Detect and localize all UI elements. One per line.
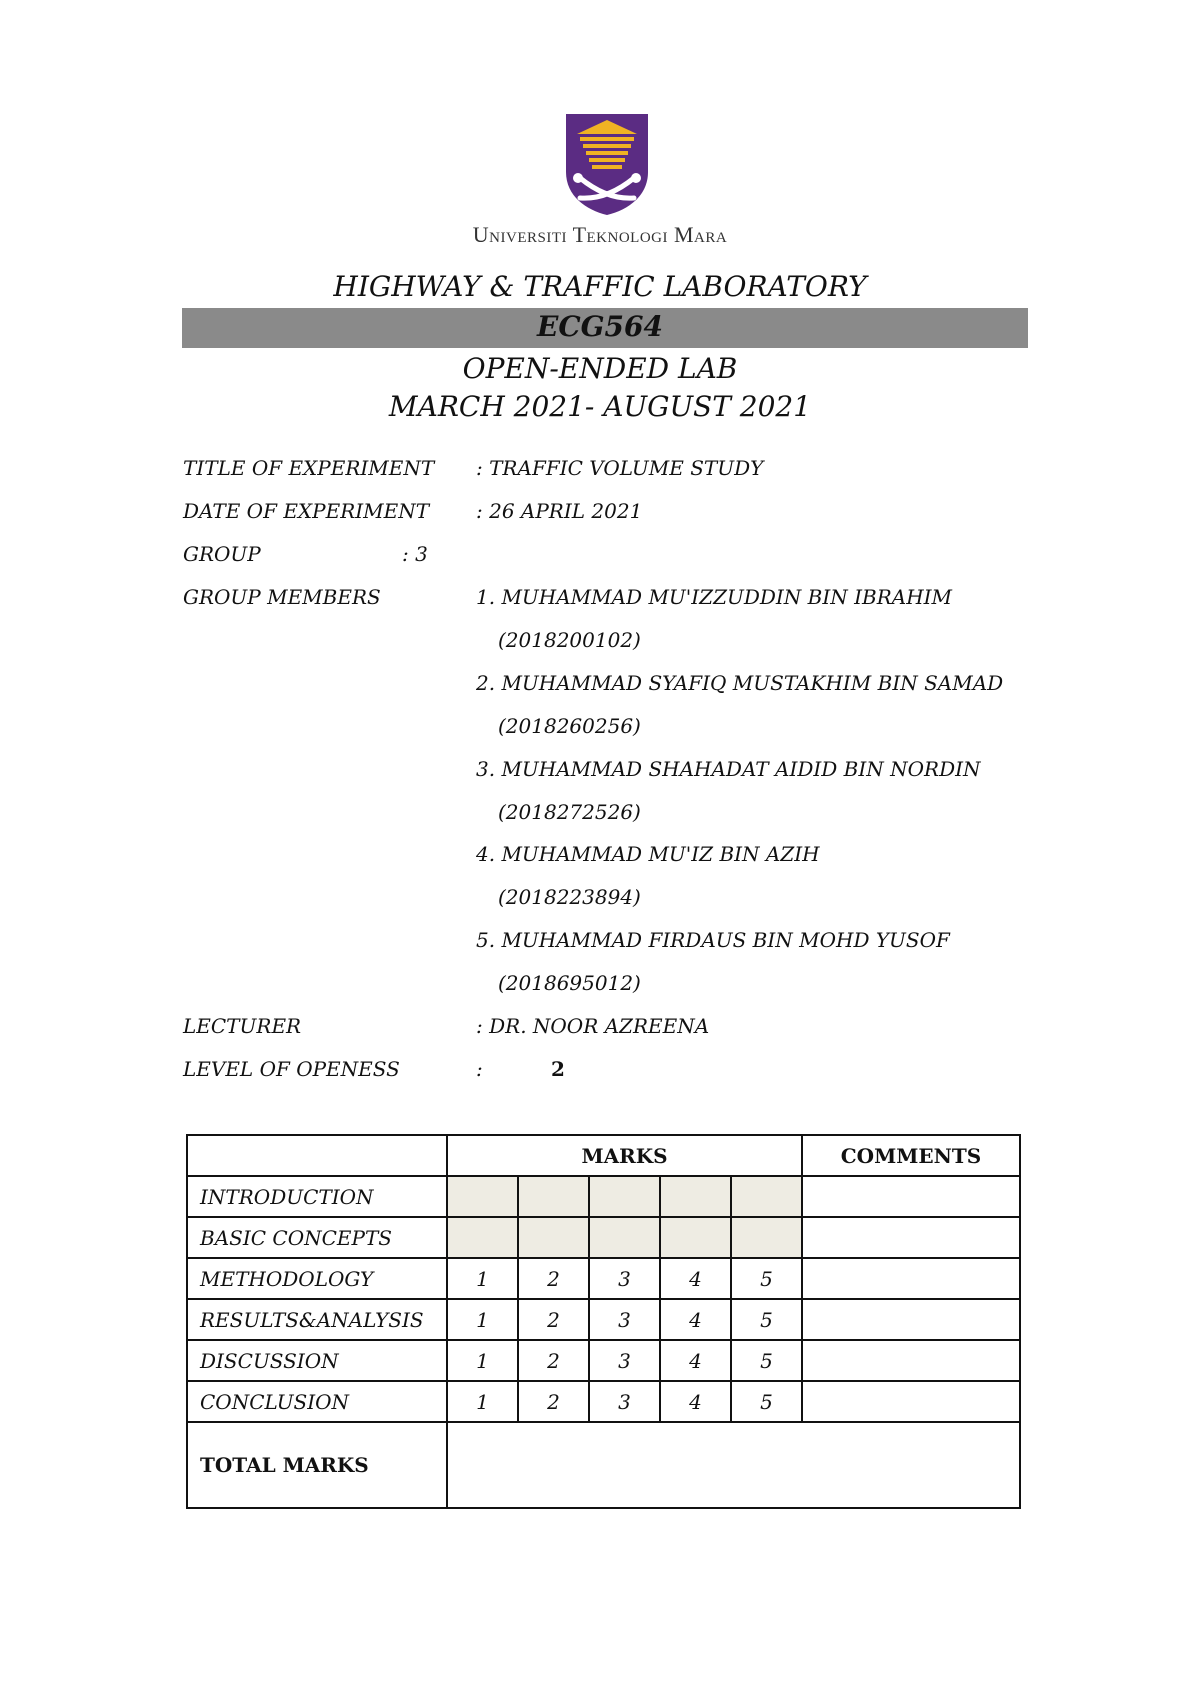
comment-cell [802,1217,1020,1258]
date-value: : 26 APRIL 2021 [476,499,643,523]
comment-cell [802,1381,1020,1422]
member-name: 3. MUHAMMAD SHAHADAT AIDID BIN NORDIN [476,757,981,781]
lab-type: OPEN-ENDED LAB [462,352,738,385]
marks-header: MARKS [447,1135,802,1176]
score-cell: 3 [589,1340,660,1381]
score-cell: 2 [518,1299,589,1340]
score-cell: 3 [589,1258,660,1299]
score-cell: 4 [660,1381,731,1422]
score-cell: 4 [660,1340,731,1381]
university-name: Universiti Teknologi Mara [472,222,728,247]
score-cell [518,1217,589,1258]
openness-value: 2 [551,1057,565,1081]
lab-title: HIGHWAY & TRAFFIC LABORATORY [333,270,867,303]
score-cell [589,1176,660,1217]
table-row [187,1258,1020,1299]
group-label: GROUP [183,542,261,566]
member-id: (2018695012) [498,971,641,995]
criterion-label: CONCLUSION [187,1381,447,1422]
score-cell: 4 [660,1258,731,1299]
title-value: : TRAFFIC VOLUME STUDY [476,456,764,480]
score-cell [518,1176,589,1217]
score-cell [731,1217,802,1258]
criterion-label: INTRODUCTION [187,1176,447,1217]
score-cell: 5 [731,1258,802,1299]
title-label: TITLE OF EXPERIMENT [183,456,435,480]
score-cell [447,1176,518,1217]
table-row [187,1217,1020,1258]
group-value: : 3 [402,542,428,566]
table-corner [187,1135,447,1176]
score-cell: 5 [731,1299,802,1340]
score-cell [589,1217,660,1258]
score-cell: 5 [731,1340,802,1381]
criterion-label: DISCUSSION [187,1340,447,1381]
date-label: DATE OF EXPERIMENT [183,499,430,523]
comment-cell [802,1299,1020,1340]
criterion-label: BASIC CONCEPTS [187,1217,447,1258]
score-cell [660,1176,731,1217]
score-cell [660,1217,731,1258]
criterion-label: RESULTS&ANALYSIS [187,1299,447,1340]
score-cell: 1 [447,1381,518,1422]
score-cell: 4 [660,1299,731,1340]
table-row [187,1340,1020,1381]
score-cell: 3 [589,1381,660,1422]
score-cell: 2 [518,1258,589,1299]
score-cell: 2 [518,1340,589,1381]
score-cell: 5 [731,1381,802,1422]
comment-cell [802,1340,1020,1381]
table-row [187,1176,1020,1217]
semester: MARCH 2021- AUGUST 2021 [388,390,812,423]
total-marks-label: TOTAL MARKS [187,1422,447,1508]
comment-cell [802,1258,1020,1299]
member-id: (2018272526) [498,800,641,824]
course-code: ECG564 [537,310,663,343]
score-cell: 3 [589,1299,660,1340]
table-row [187,1381,1020,1422]
score-cell [447,1217,518,1258]
score-cell: 1 [447,1258,518,1299]
criterion-label: METHODOLOGY [187,1258,447,1299]
score-cell [731,1176,802,1217]
member-name: 1. MUHAMMAD MU'IZZUDDIN BIN IBRAHIM [476,585,953,609]
total-row [187,1422,1020,1508]
member-name: 5. MUHAMMAD FIRDAUS BIN MOHD YUSOF [476,928,950,952]
table-header-row [187,1135,1020,1176]
member-name: 2. MUHAMMAD SYAFIQ MUSTAKHIM BIN SAMAD [476,671,1004,695]
table-row [187,1299,1020,1340]
comments-header: COMMENTS [802,1135,1020,1176]
openness-label: LEVEL OF OPENESS [183,1057,400,1081]
total-marks-cell [447,1422,1020,1508]
score-cell: 1 [447,1340,518,1381]
member-id: (2018200102) [498,628,641,652]
uitm-logo [562,112,652,216]
openness-colon: : [476,1057,483,1081]
lecturer-label: LECTURER [183,1014,302,1038]
score-cell: 1 [447,1299,518,1340]
member-name: 4. MUHAMMAD MU'IZ BIN AZIH [476,842,820,866]
marks-table [186,1134,1021,1509]
comment-cell [802,1176,1020,1217]
score-cell: 2 [518,1381,589,1422]
members-label: GROUP MEMBERS [183,585,381,609]
member-id: (2018260256) [498,714,641,738]
member-id: (2018223894) [498,885,641,909]
lecturer-value: : DR. NOOR AZREENA [476,1014,710,1038]
